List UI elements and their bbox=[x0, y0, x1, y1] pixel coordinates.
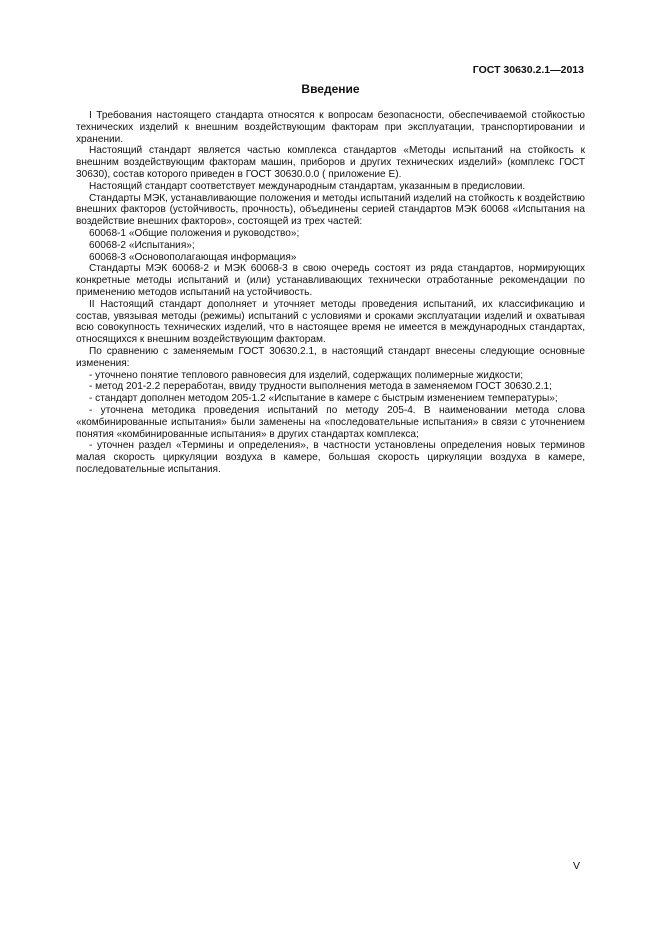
document-code: ГОСТ 30630.2.1—2013 bbox=[472, 64, 584, 76]
paragraph-iec-series: Стандарты МЭК, устанавливающие положения и методы испытаний изделий на стойкость к воздействию внешних факторов (устойчивость, прочность), объединены серией стандартов МЭК 60068 «Испытания на воздействие внешних факторов», состоящей из трех частей: bbox=[76, 192, 585, 228]
paragraph-complex: Настоящий стандарт является частью комплекса стандартов «Методы испытаний на стойкость к внешним воздействующим факторам машин, приборов и других технических изделий» (комплекс ГОСТ 30630), состав которого приведен в ГОСТ 30630.0.0 ( приложение Е). bbox=[76, 145, 585, 180]
paragraph-scope: I Требования настоящего стандарта относятся к вопросам безопасности, обеспечиваемой стойкостью технических изделий к внешним воздействующим факторам при эксплуатации, транспортировании и хранении. bbox=[76, 110, 585, 145]
change-item-method-205-4: - уточнена методика проведения испытаний по методу 205-4. В наименовании метода слова «комбинированные испытания» были заменены на «последовательные испытания» в связи с уточнением понятия «комбинированные испытания» в других стандартах комплекса; bbox=[76, 404, 585, 440]
change-item-terms: - уточнен раздел «Термины и определения», в частности установлены определения новых терминов малая скорость циркуляции воздуха в камере, большая скорость циркуляции воздуха в камере, последовательные испытания. bbox=[76, 440, 585, 475]
list-item-iec-60068-3: 60068-3 «Основополагающая информация» bbox=[89, 251, 297, 263]
change-item-method-201: - метод 201-2.2 переработан, ввиду трудности выполнения метода в заменяемом ГОСТ 30630.2.1; bbox=[89, 381, 552, 393]
paragraph-conformity: Настоящий стандарт соответствует международным стандартам, указанным в предисловии. bbox=[89, 180, 526, 192]
page-number: V bbox=[572, 860, 580, 872]
list-item-iec-60068-1: 60068-1 «Общие положения и руководство»; bbox=[89, 227, 300, 239]
body-text bbox=[76, 110, 585, 476]
change-item-method-205-1: - стандарт дополнен методом 205-1.2 «Испытание в камере с быстрым изменением температуры»; bbox=[89, 393, 558, 405]
section-title: Введение bbox=[301, 82, 360, 96]
paragraph-supplement: II Настоящий стандарт дополняет и уточняет методы проведения испытаний, их классификацию и состав, увязывая методы (режимы) испытаний с условиями и сроками эксплуатации изделий и охватывая всю совокупность технических изделий, что в настоящее время не имеется в международных стандартах, относящихся к внешним воздействующим факторам. bbox=[76, 298, 585, 346]
list-item-iec-60068-2: 60068-2 «Испытания»; bbox=[89, 239, 195, 251]
paragraph-iec-parts: Стандарты МЭК 60068-2 и МЭК 60068-3 в свою очередь состоят из ряда стандартов, нормирующих конкретные методы испытаний и (или) устанавливающих технически отработанные рекомендации по применению методов испытаний на устойчивость. bbox=[76, 263, 585, 298]
change-item-thermal: - уточнено понятие теплового равновесия для изделий, содержащих полимерные жидкости; bbox=[89, 369, 524, 381]
paragraph-changes-intro: По сравнению с заменяемым ГОСТ 30630.2.1, в настоящий стандарт внесены следующие основные изменения: bbox=[76, 345, 585, 369]
